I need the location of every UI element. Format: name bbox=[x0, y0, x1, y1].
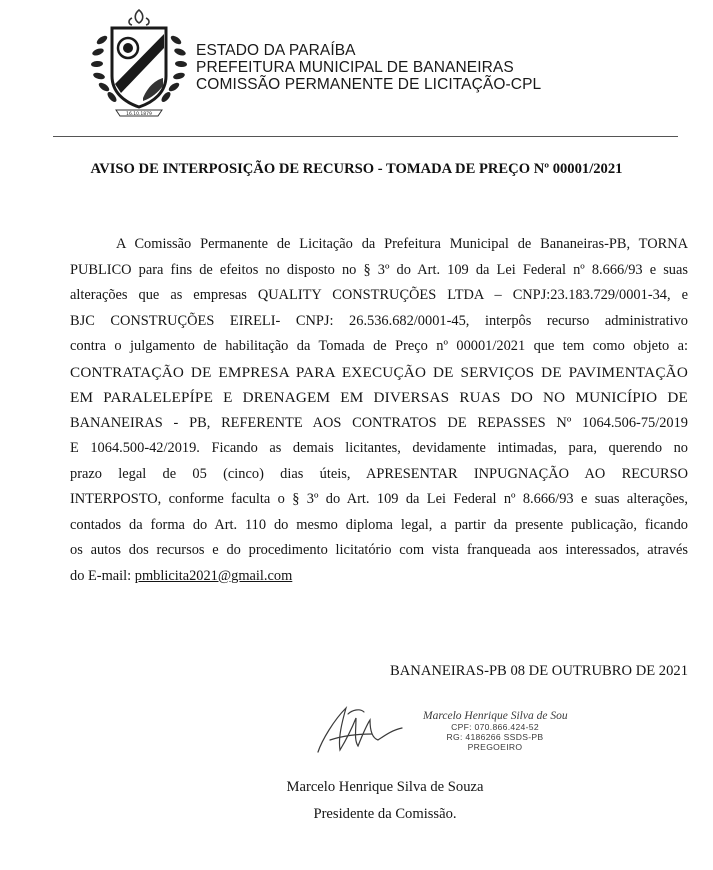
body-line: os autos dos recursos e do procedimento licitatório com vista franqueada aos interessados, através bbox=[70, 542, 688, 558]
email-prefix: do E-mail: bbox=[70, 567, 135, 584]
body-line: A Comissão Permanente de Licitação da Prefeitura Municipal de Bananeiras-PB, TORNA bbox=[116, 236, 688, 252]
body-line: contados da forma do Art. 110 do mesmo diploma legal, a partir da presente publicação, ficando bbox=[70, 516, 688, 533]
body-line: PUBLICO para fins de efeitos no disposto no § 3º do Art. 109 da Lei Federal nº 8.666/93 e suas bbox=[70, 261, 688, 278]
body-line: prazo legal de 05 (cinco) dias úteis, APRESENTAR INPUGNAÇÃO AO RECURSO bbox=[70, 465, 688, 482]
stamp-name: Marcelo Henrique Silva de Sou bbox=[423, 710, 568, 722]
body-line: BANANEIRAS - PB, REFERENTE AOS CONTRATOS DE REPASSES Nº 1064.506-75/2019 bbox=[70, 414, 688, 431]
stamp-cpf: CPF: 070.866.424-52 bbox=[451, 722, 539, 732]
body-line: INTERPOSTO, conforme faculta o § 3º do Art. 109 da Lei Federal nº 8.666/93 e suas alterações, bbox=[70, 491, 688, 507]
header-title-block bbox=[196, 42, 541, 93]
stamp-rg: RG: 4186266 SSDS-PB bbox=[446, 732, 544, 742]
body-line: CONTRATAÇÃO DE EMPRESA PARA EXECUÇÃO DE SERVIÇOS DE PAVIMENTAÇÃO bbox=[70, 363, 688, 381]
email-line bbox=[70, 564, 688, 590]
body-line: alterações que as empresas QUALITY CONSTRUÇÕES LTDA – CNPJ:23.183.729/0001-34, e bbox=[70, 287, 688, 303]
notice-body bbox=[70, 232, 688, 589]
stamp-role: PREGOEIRO bbox=[467, 742, 523, 752]
municipal-crest-logo bbox=[88, 6, 190, 122]
header-divider bbox=[53, 136, 678, 137]
header-prefecture: PREFEITURA MUNICIPAL DE BANANEIRAS bbox=[196, 59, 514, 76]
date-line: BANANEIRAS-PB 08 DE OUTRUBRO DE 2021 bbox=[390, 663, 688, 679]
body-line: E 1064.500-42/2019. Ficando as demais licitantes, devidamente intimadas, para, querendo no bbox=[70, 440, 688, 456]
handwritten-signature bbox=[312, 700, 408, 758]
crest-date: 16.10.1879 bbox=[126, 112, 152, 117]
body-line: BJC CONSTRUÇÕES EIRELI- CNPJ: 26.536.682/0001-45, interpôs recurso administrativo bbox=[70, 312, 688, 329]
signer-block bbox=[0, 774, 713, 828]
signer-name: Marcelo Henrique Silva de Souza bbox=[286, 779, 484, 795]
notice-title: AVISO DE INTERPOSIÇÃO DE RECURSO - TOMADA DE PREÇO Nº 00001/2021 bbox=[90, 161, 623, 177]
email-link[interactable]: pmblicita2021@gmail.com bbox=[134, 567, 293, 584]
header-commission: COMISSÃO PERMANENTE DE LICITAÇÃO-CPL bbox=[196, 76, 542, 93]
signer-role: Presidente da Comissão. bbox=[313, 806, 457, 822]
body-line: contra o julgamento de habilitação da Tomada de Preço nº 00001/2021 que tem como objeto a: bbox=[70, 338, 688, 354]
header-state: ESTADO DA PARAÍBA bbox=[196, 42, 356, 59]
official-stamp bbox=[420, 710, 570, 752]
body-line: EM PARALELEPÍPE E DRENAGEM EM DIVERSAS RUAS DO NO MUNICÍPIO DE bbox=[70, 389, 688, 406]
